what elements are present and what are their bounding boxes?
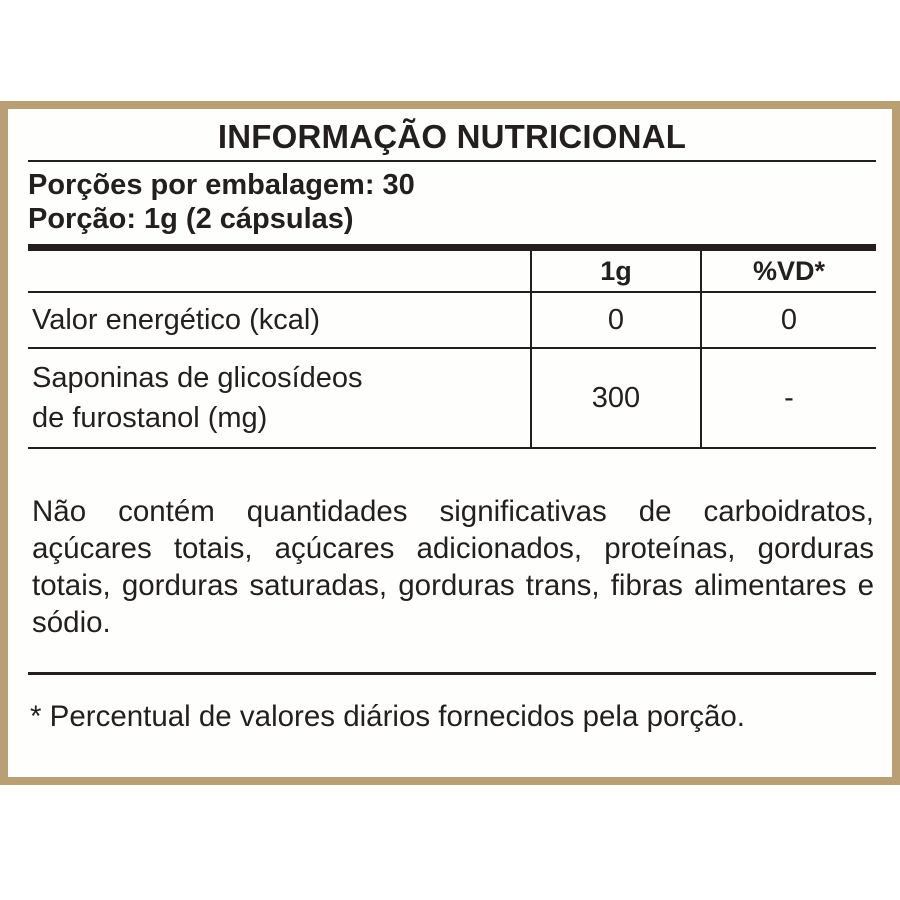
- footnote: * Percentual de valores diários fornecidos pela porção.: [30, 700, 745, 733]
- header-daily-value: %VD*: [701, 251, 876, 292]
- not-significant-note: Não contém quantidades significativas de carboidratos, açúcares totais, açúcares adicionados, proteínas, gorduras totais, gorduras saturadas, gorduras trans, fibras alimentares e sódio.: [32, 495, 874, 639]
- table-header-row: [28, 251, 876, 292]
- row-saponins-name: [28, 348, 531, 448]
- serving-size: Porção: 1g (2 cápsulas): [28, 203, 354, 235]
- title-divider: [28, 160, 876, 162]
- table-row: [28, 292, 876, 348]
- row-saponins-vd: -: [701, 348, 876, 448]
- servings-per-package: Porções por embalagem: 30: [28, 169, 415, 201]
- header-nutrient: [28, 251, 531, 292]
- footnote-divider: [28, 672, 876, 675]
- nutrition-table: [28, 251, 876, 449]
- row-energy-amount: 0: [531, 292, 701, 348]
- row-energy-name: Valor energético (kcal): [28, 292, 531, 348]
- row-energy-vd: 0: [701, 292, 876, 348]
- header-thick-divider: [28, 244, 876, 251]
- header-amount: 1g: [531, 251, 701, 292]
- row-saponins-name-line1: Saponinas de glicosídeos: [32, 362, 363, 394]
- table-row: [28, 348, 876, 448]
- row-saponins-amount: 300: [531, 348, 701, 448]
- label-title: INFORMAÇÃO NUTRICIONAL: [217, 118, 687, 155]
- nutrition-label: [28, 110, 876, 641]
- row-saponins-name-line2: de furostanol (mg): [32, 402, 268, 434]
